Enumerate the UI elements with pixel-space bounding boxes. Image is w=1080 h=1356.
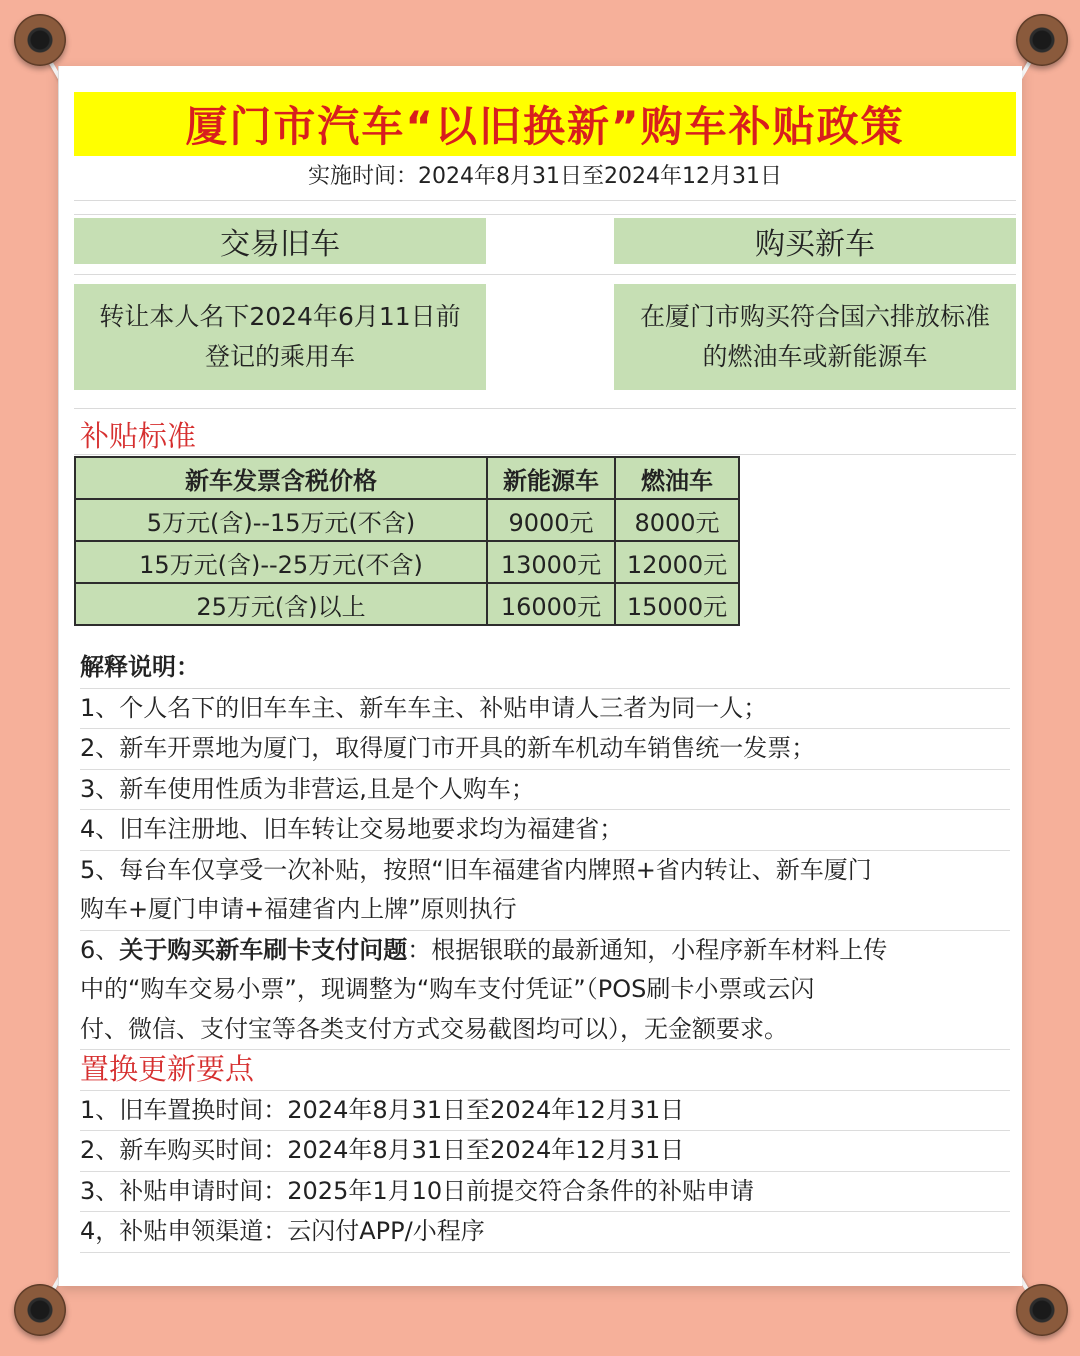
pin-icon <box>1016 14 1068 66</box>
list-item: 1、旧车置换时间：2024年8月31日至2024年12月31日 <box>80 1091 1010 1132</box>
list-item: 1、个人名下的旧车车主、新车车主、补贴申请人三者为同一人； <box>80 689 1010 730</box>
list-item: 3、补贴申请时间：2025年1月10日前提交符合条件的补贴申请 <box>80 1172 1010 1213</box>
explanation-title: 解释说明： <box>80 648 1010 689</box>
list-item: 6、关于购买新车刷卡支付问题：根据银联的最新通知，小程序新车材料上传 <box>80 935 888 964</box>
list-item: 3、新车使用性质为非营运,且是个人购车； <box>80 770 1010 811</box>
list-item: 5、每台车仅享受一次补贴，按照“旧车福建省内牌照+省内转让、新车厦门 <box>80 855 872 884</box>
list-item: 2、新车购买时间：2024年8月31日至2024年12月31日 <box>80 1131 1010 1172</box>
list-item: 付、微信、支付宝等各类支付方式交易截图均可以），无金额要求。 <box>80 1010 1010 1051</box>
new-energy-subsidy: 9000元 <box>487 499 615 541</box>
page-title: 厦门市汽车“以旧换新”购车补贴政策 <box>185 102 905 151</box>
table-header-row <box>75 457 739 499</box>
trade-old-header: 交易旧车 <box>74 218 486 264</box>
price-range: 25万元(含)以上 <box>75 583 487 625</box>
fuel-subsidy: 8000元 <box>615 499 739 541</box>
fuel-subsidy: 15000元 <box>615 583 739 625</box>
pin-icon <box>14 14 66 66</box>
trade-old-description: 转让本人名下2024年6月11日前 登记的乘用车 <box>74 284 486 390</box>
policy-sheet <box>58 66 1022 1286</box>
table-row <box>75 541 739 583</box>
pin-icon <box>14 1284 66 1336</box>
subsidy-table <box>74 456 740 626</box>
replace-section-title: 置换更新要点 <box>80 1050 1010 1091</box>
list-item: 购车+厦门申请+福建省内上牌”原则执行 <box>80 890 1010 931</box>
price-range: 5万元(含)--15万元(不含) <box>75 499 487 541</box>
implementation-period: 实施时间：2024年8月31日至2024年12月31日 <box>308 164 782 189</box>
buy-new-header: 购买新车 <box>614 218 1016 264</box>
title-bar <box>74 92 1016 156</box>
header-new-energy: 新能源车 <box>487 457 615 499</box>
price-range: 15万元(含)--25万元(不含) <box>75 541 487 583</box>
list-item: 2、新车开票地为厦门，取得厦门市开具的新车机动车销售统一发票； <box>80 729 1010 770</box>
buy-new-description: 在厦门市购买符合国六排放标准 的燃油车或新能源车 <box>614 284 1016 390</box>
table-row <box>75 499 739 541</box>
new-energy-subsidy: 16000元 <box>487 583 615 625</box>
header-fuel: 燃油车 <box>615 457 739 499</box>
pin-icon <box>1016 1284 1068 1336</box>
list-item: 4、旧车注册地、旧车转让交易地要求均为福建省； <box>80 810 1010 851</box>
fuel-subsidy: 12000元 <box>615 541 739 583</box>
list-item: 中的“购车交易小票”，现调整为“购车支付凭证”（POS刷卡小票或云闪 <box>80 975 815 1003</box>
list-item: 4，补贴申领渠道：云闪付APP/小程序 <box>80 1212 1010 1253</box>
new-energy-subsidy: 13000元 <box>487 541 615 583</box>
explanation-notes <box>80 648 1010 1253</box>
subsidy-section-title: 补贴标准 <box>80 419 197 453</box>
table-row <box>75 583 739 625</box>
header-price: 新车发票含税价格 <box>75 457 487 499</box>
